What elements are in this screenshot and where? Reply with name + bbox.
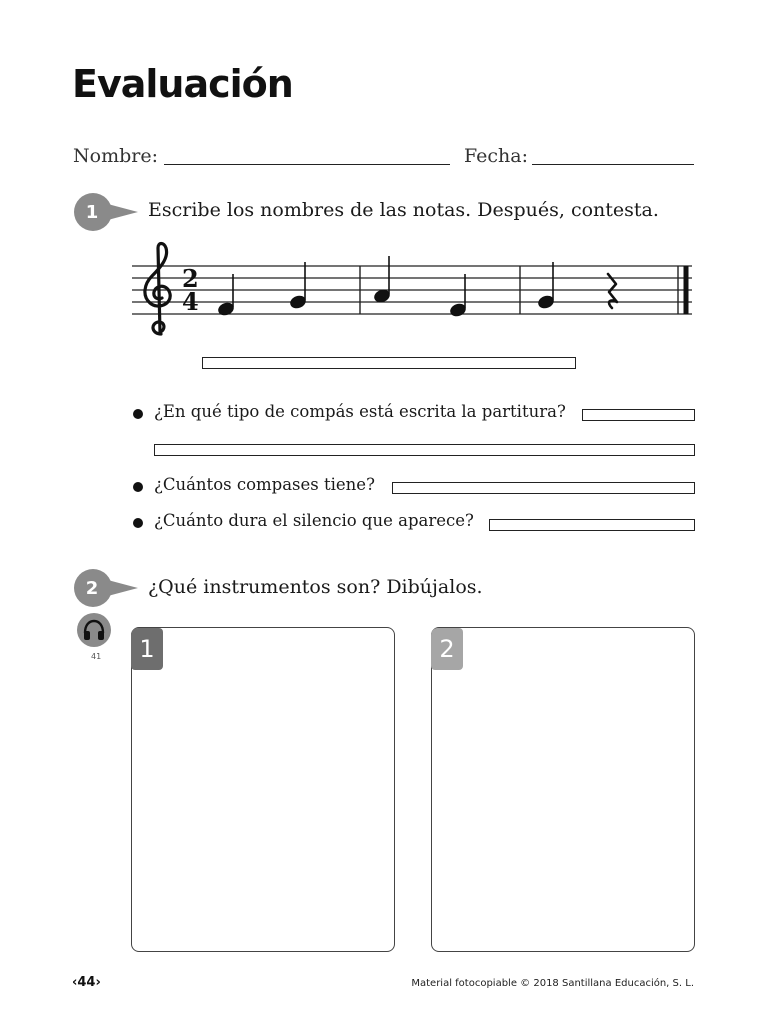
time-signature-top: 2: [182, 264, 199, 293]
copyright-notice: Material fotocopiable © 2018 Santillana Educación, S. L.: [411, 978, 694, 989]
note: [217, 274, 235, 317]
treble-clef-icon: [145, 244, 170, 335]
note: [449, 274, 467, 318]
note-names-answer-box[interactable]: [202, 357, 576, 369]
audio-track-number: 41: [91, 652, 102, 661]
name-label: Nombre:: [73, 145, 158, 167]
note: [289, 262, 307, 310]
question-measures: ¿Cuántos compases tiene?: [154, 475, 375, 494]
name-field[interactable]: [164, 164, 450, 165]
drawing-box-1[interactable]: [131, 627, 395, 952]
exercise-2-instruction: ¿Qué instrumentos son? Dibújalos.: [148, 576, 483, 598]
drawing-box-2-tag: 2: [431, 628, 463, 670]
answer-box-measures[interactable]: [392, 482, 695, 494]
answer-box-rest-duration[interactable]: [489, 519, 695, 531]
bullet: [133, 518, 143, 528]
drawing-box-2[interactable]: [431, 627, 695, 952]
drawing-box-1-tag: 1: [131, 628, 163, 670]
exercise-2-badge: [74, 569, 112, 607]
answer-box-time-signature[interactable]: [582, 409, 695, 421]
question-time-signature: ¿En qué tipo de compás está escrita la partitura?: [154, 402, 566, 421]
note: [537, 262, 555, 310]
bullet: [133, 482, 143, 492]
exercise-2-number: 2: [85, 577, 99, 599]
page-number: ‹44›: [72, 975, 101, 990]
answer-box-time-signature-line2[interactable]: [154, 444, 695, 456]
date-field[interactable]: [532, 164, 694, 165]
time-signature-bottom: 4: [182, 287, 199, 316]
exercise-1-number: 1: [85, 201, 99, 223]
note: [373, 256, 391, 304]
date-label: Fecha:: [464, 145, 528, 167]
headphones-icon: [82, 619, 106, 641]
audio-button[interactable]: [77, 613, 111, 647]
exercise-1-instruction: Escribe los nombres de las notas. Después, contesta.: [148, 199, 659, 221]
bullet: [133, 409, 143, 419]
page-title: Evaluación: [72, 62, 293, 106]
music-staff: [128, 240, 694, 340]
question-rest-duration: ¿Cuánto dura el silencio que aparece?: [154, 511, 474, 530]
quarter-rest-icon: [608, 274, 617, 308]
exercise-1-badge: [74, 193, 112, 231]
